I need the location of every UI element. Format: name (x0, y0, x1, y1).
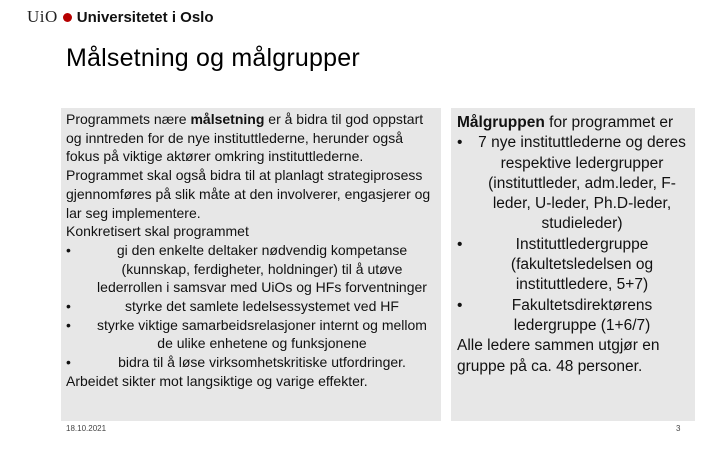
target-heading-rest: for programmet er (544, 114, 674, 131)
objective-lead: Konkretisert skal programmet (66, 223, 249, 240)
logo-short: UiO (27, 7, 58, 26)
target-heading-bold: Målgruppen (457, 114, 545, 131)
slide-title: Målsetning og målgrupper (66, 44, 360, 72)
list-item: • styrke det samlete ledelsessystemet ved HF (66, 297, 436, 316)
list-item: • Instituttledergruppe (fakultetsledelsen og instituttledere, 5+7) (457, 235, 689, 296)
list-item: • gi den enkelte deltaker nødvendig kompetanse (kunnskap, ferdigheter, holdninger) til å utøve lederrollen i samsvar med UiOs og HFs forventninger (66, 241, 436, 297)
target-list (457, 133, 689, 336)
objective-intro (66, 110, 436, 222)
objective-box (61, 108, 441, 421)
objective-closing: Arbeidet sikter mot langsiktige og varige effekter. (66, 372, 368, 389)
logo-name: Universitetet i Oslo (76, 8, 214, 26)
list-item: • styrke viktige samarbeidsrelasjoner internt og mellom de ulike enhetene og funksjonene (66, 316, 436, 353)
list-item: • bidra til å løse virksomhetskritiske utfordringer. (66, 353, 436, 372)
page-number: 3 (676, 424, 681, 433)
list-item: • 7 nye instituttlederne og deres respektive ledergrupper (instituttleder, adm.leder, F-leder, U-leder, Ph.D-leder, studieleder) (457, 133, 689, 234)
objective-list (66, 241, 436, 372)
seal-icon (63, 13, 72, 22)
target-group-box (451, 108, 695, 421)
intro-text-rest: er å bidra til god oppstart og inntreden for de nye instituttlederne, herunder også fokus på viktige aktører omkring instituttlederne. Programmet skal også bidra til at planlagt strategiprosess gjennomføres på slik måte at den involverer, engasjerer og lar seg implementere. (66, 111, 431, 221)
uio-logo (27, 7, 214, 27)
list-item: • Fakultetsdirektørens ledergruppe (1+6/7) (457, 296, 689, 337)
target-heading (457, 113, 689, 133)
footer-date: 18.10.2021 (66, 424, 107, 433)
intro-bold: målsetning (190, 111, 265, 127)
intro-text: Programmets nære (66, 111, 191, 127)
target-closing: Alle ledere sammen utgjør en gruppe på ca. 48 personer. (457, 337, 660, 375)
